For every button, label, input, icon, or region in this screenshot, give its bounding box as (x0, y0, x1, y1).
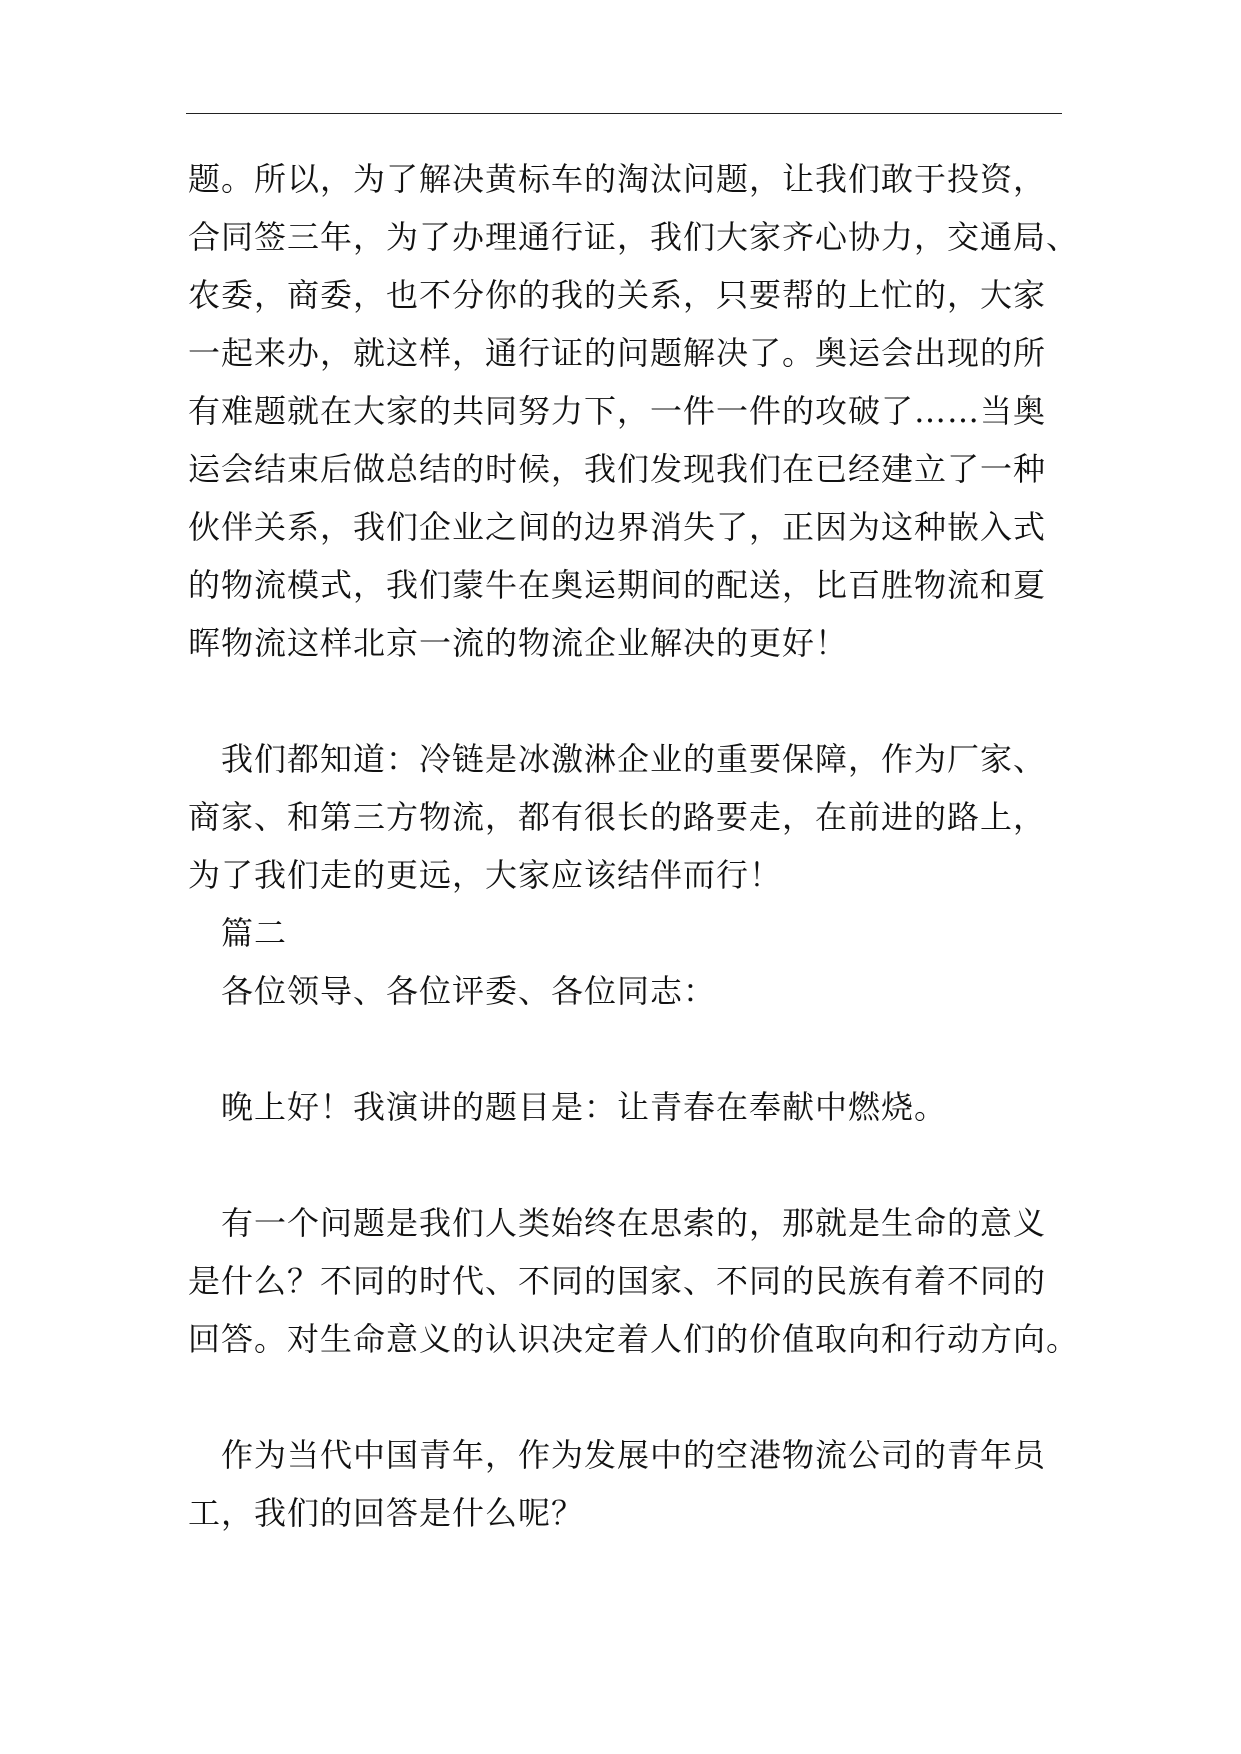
text-line: 运会结束后做总结的时候，我们发现我们在已经建立了一种 (188, 450, 1047, 488)
text-line: 商家、和第三方物流，都有很长的路要走，在前进的路上， (188, 798, 1047, 836)
document-body (188, 150, 1080, 1542)
paragraph-spacer (188, 1136, 1062, 1194)
text-line: 是什么？不同的时代、不同的国家、不同的民族有着不同的 (188, 1262, 1047, 1300)
text-line: 一起来办，就这样，通行证的问题解决了。奥运会出现的所 (188, 334, 1047, 372)
section-title: 篇二 (221, 914, 288, 952)
text-line: 作为当代中国青年，作为发展中的空港物流公司的青年员 (221, 1436, 1047, 1474)
text-line: 晚上好！我演讲的题目是：让青春在奉献中燃烧。 (221, 1088, 948, 1126)
paragraph-1 (188, 150, 1080, 672)
text-line: 我们都知道：冷链是冰激淋企业的重要保障，作为厂家、 (221, 740, 1047, 778)
salutation: 各位领导、各位评委、各位同志： (221, 972, 717, 1010)
text-line: 有一个问题是我们人类始终在思索的，那就是生命的意义 (221, 1204, 1047, 1242)
paragraph-3 (188, 1078, 1062, 1136)
paragraph-spacer (188, 1368, 1062, 1426)
paragraph-2 (188, 730, 1062, 904)
text-line: 为了我们走的更远，大家应该结伴而行！ (188, 856, 783, 894)
text-line: 有难题就在大家的共同努力下，一件一件的攻破了……当奥 (188, 392, 1047, 430)
paragraph-5 (188, 1426, 1062, 1542)
paragraph-spacer (188, 672, 1062, 730)
text-line: 的物流模式，我们蒙牛在奥运期间的配送，比百胜物流和夏 (188, 566, 1047, 604)
text-line: 工，我们的回答是什么呢？ (188, 1494, 585, 1532)
text-line: 晖物流这样北京一流的物流企业解决的更好！ (188, 624, 849, 662)
header-rule (186, 113, 1062, 114)
text-line: 合同签三年，为了办理通行证，我们大家齐心协力，交通局、 (188, 218, 1080, 256)
paragraph-spacer (188, 1020, 1062, 1078)
paragraph-4 (188, 1194, 1080, 1368)
text-line: 回答。对生命意义的认识决定着人们的价值取向和行动方向。 (188, 1320, 1080, 1358)
text-line: 农委，商委，也不分你的我的关系，只要帮的上忙的，大家 (188, 276, 1047, 314)
text-line: 题。所以，为了解决黄标车的淘汰问题，让我们敢于投资， (188, 160, 1047, 198)
text-line: 伙伴关系，我们企业之间的边界消失了，正因为这种嵌入式 (188, 508, 1047, 546)
